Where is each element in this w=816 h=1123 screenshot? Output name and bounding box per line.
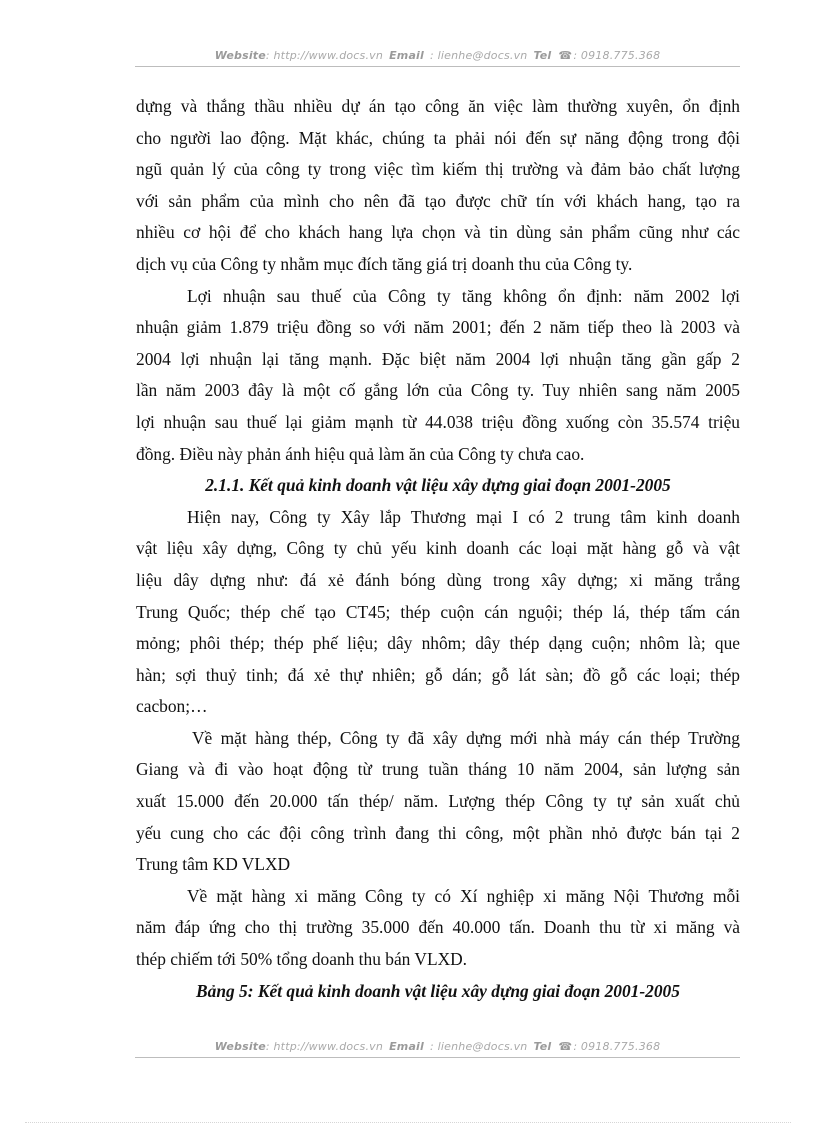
page-footer [135,1040,740,1053]
text-line: nhiều cơ hội để cho khách hang lựa chọn và tin dùng sản phẩm cũng như các [136,222,740,243]
text-line: lần năm 2003 đây là một cố gắng lớn của Công ty. Tuy nhiên sang năm 2005 [136,380,740,401]
text-line: Trung tâm KD VLXD [136,854,291,875]
paragraph-1 [136,91,740,281]
text-line: Giang và đi vào hoạt động từ trung tuần tháng 10 năm 2004, sản lượng sản [136,759,740,780]
text-line: nhuận giảm 1.879 triệu đồng so với năm 2001; đến 2 năm tiếp theo là 2003 và [136,317,740,338]
footer-tel-value: : 0918.775.368 [573,1040,661,1053]
footer-website-label: Website [214,1040,266,1053]
text-line: cho người lao động. Mặt khác, chúng ta phải nói đến sự năng động trong đội [136,127,740,148]
text-line: thép chiếm tới 50% tổng doanh thu bán VLXD. [136,949,468,970]
text-line: cacbon;… [136,696,208,717]
header-website-label: Website [214,49,266,62]
header-website-value: : http://www.docs.vn [265,49,384,62]
text-line: ngũ quản lý của công ty trong việc tìm kiếm thị trường và đảm bảo chất lượng [136,159,740,180]
header-tel-value: : 0918.775.368 [573,49,661,62]
footer-website-value: : http://www.docs.vn [265,1040,384,1053]
table-caption: Bảng 5: Kết quả kinh doanh vật liệu xây dựng giai đoạn 2001-2005 [196,980,680,1001]
text-line: vật liệu xây dựng, Công ty chủ yếu kinh doanh các loại mặt hàng gỗ và vật [136,538,740,559]
text-line: xuất 15.000 đến 20.000 tấn thép/ năm. Lượng thép Công ty tự sản xuất chủ [136,791,740,812]
phone-icon: ☎ [558,49,573,62]
text-line: liệu dây dựng như: đá xẻ đánh bóng dùng trong xây dựng; xi măng trắng [136,569,740,590]
header-email-value: : lienhe@docs.vn [430,49,528,62]
document-body [136,91,740,1007]
text-line: Về mặt hàng thép, Công ty đã xây dựng mới nhà máy cán thép Trường [192,727,740,748]
paragraph-4 [136,723,740,881]
text-line: Lợi nhuận sau thuế của Công ty tăng không ổn định: năm 2002 lợi [187,285,740,306]
text-line: mỏng; phôi thép; thép phế liệu; dây nhôm; dây thép dạng cuộn; nhôm là; que [136,633,740,654]
header-rule [135,66,740,67]
text-line: Về mặt hàng xi măng Công ty có Xí nghiệp xi măng Nội Thương mỗi [187,885,740,906]
text-line: đồng. Điều này phản ánh hiệu quả làm ăn của Công ty chưa cao. [136,443,585,464]
text-line: năm đáp ứng cho thị trường 35.000 đến 40.000 tấn. Doanh thu từ xi măng và [136,917,740,938]
footer-email-label: Email [389,1040,425,1053]
text-line: với sản phẩm của mình cho nên đã tạo được chữ tín với khách hang, tạo ra [136,190,740,211]
text-line: Trung Quốc; thép chế tạo CT45; thép cuộn cán nguội; thép lá, thép tấm cán [136,601,740,622]
text-line: 2004 lợi nhuận lại tăng mạnh. Đặc biệt năm 2004 lợi nhuận tăng gần gấp 2 [136,348,740,369]
section-heading: 2.1.1. Kết quả kinh doanh vật liệu xây dựng giai đoạn 2001-2005 [205,475,671,496]
text-line: hàn; sợi thuỷ tinh; đá xẻ thự nhiên; gỗ dán; gỗ lát sàn; đồ gỗ các loại; thép [136,664,740,685]
footer-rule [135,1057,740,1058]
text-line: lợi nhuận sau thuế lại giảm mạnh từ 44.038 triệu đồng xuống còn 35.574 triệu [136,411,740,432]
page-header [135,49,740,62]
text-line: dịch vụ của Công ty nhằm mục đích tăng giá trị doanh thu của Công ty. [136,253,633,274]
text-line: Hiện nay, Công ty Xây lắp Thương mại I có 2 trung tâm kinh doanh [187,506,740,527]
text-line: yếu cung cho các đội công trình đang thi công, một phần nhỏ được bán tại 2 [136,822,740,843]
paragraph-5 [136,881,740,976]
footer-tel-label: Tel [533,1040,552,1053]
header-email-label: Email [389,49,425,62]
text-line: dựng và thắng thầu nhiều dự án tạo công ăn việc làm thường xuyên, ổn định [136,96,740,116]
footer-email-value: : lienhe@docs.vn [430,1040,528,1053]
phone-icon: ☎ [558,1040,573,1053]
header-tel-label: Tel [533,49,552,62]
paragraph-2 [136,281,740,471]
paragraph-3 [136,502,740,723]
